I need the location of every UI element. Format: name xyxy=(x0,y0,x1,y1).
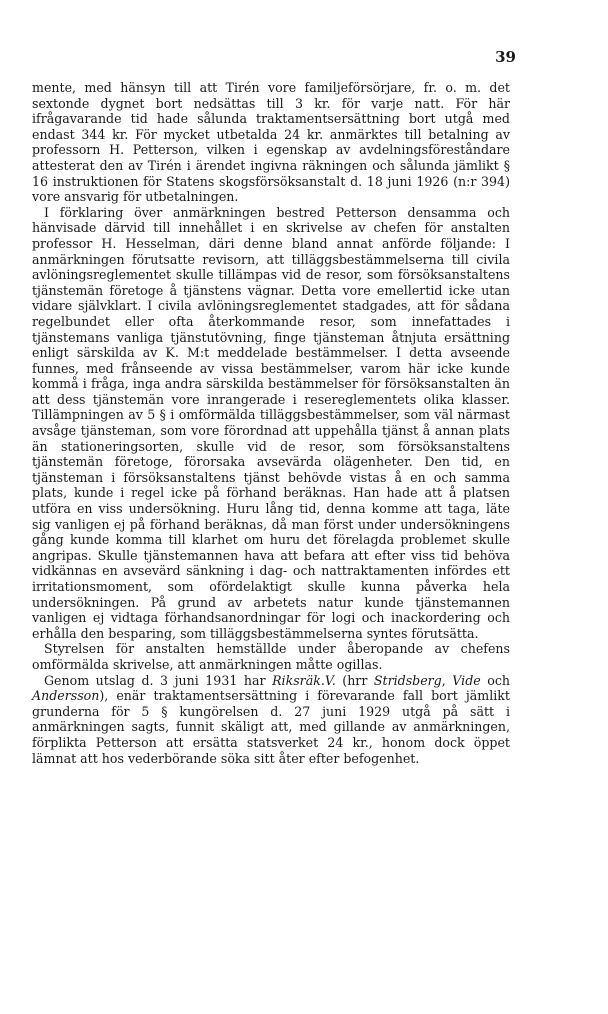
ruling-text-d: och xyxy=(480,672,511,688)
paragraph-ruling xyxy=(32,673,510,767)
page-number: 39 xyxy=(495,48,516,66)
judge-name-1: Stridsberg xyxy=(373,672,442,688)
paragraph-continuation: mente, med hänsyn till att Tirén vore familjeförsörjare, fr. o. m. det sextonde dygnet bort nedsättas till 3 kr. för varje natt. För här ifrågavarande tid hade sålunda traktamentsersättning bort utgå med endast 344 kr. För mycket utbetalda 24 kr. anmärktes till betalning av professorn H. Petterson, vilken i egenskap av avdelningsföreståndare attesterat den av Tirén i ärendet ingivna räkningen och sålunda jämlikt § 16 instruktionen för Statens skogsförsöksanstalt d. 18 juni 1926 (n:r 394) vore ansvarig för utbetalningen. xyxy=(32,80,510,205)
paragraph-board-request: Styrelsen för anstalten hemställde under åberopande av chefens omförmälda skrivelse, att anmärkningen måtte ogillas. xyxy=(32,641,510,672)
body-text xyxy=(32,80,510,766)
judge-name-2: Vide xyxy=(452,672,481,688)
paragraph-explanation: I förklaring över anmärkningen bestred Petterson densamma och hänvisade därvid till innehållet i en skrivelse av chefen för anstalten professor H. Hesselman, däri denne bland annat anförde följande: I anmärkningen förutsatte revisorn, att tilläggsbestämmelserna till civila avlöningsreglementet skulle tillämpas vid de resor, som försöksanstaltens tjänstemän företoge å tjänstens vägnar. Detta vore emellertid icke utan vidare självklart. I civila avlöningsreglementet stadgades, att för sådana regelbundet eller ofta återkommande resor, som innefattades i tjänstemans vanliga tjänstutövning, finge tjänsteman åtnjuta ersättning enligt särskilda av K. M:t meddelade bestämmelser. I detta avseende funnes, med frånseende av vissa bestämmelser, varom här icke kunde kommå i fråga, inga andra särskilda bestämmelser för försöksanstalten än att dess tjänstemän vore inrangerade i resereglementets olika klasser. Tillämpningen av 5 § i omförmälda tilläggsbestämmelser, som väl närmast avsåge tjänsteman, som vore förordnad att uppehålla tjänst å annan plats än stationeringsorten, skulle vid de resor, som försöksanstaltens tjänstemän företoge, förorsaka avsevärda olägenheter. Den tid, en tjänsteman i försöksanstaltens tjänst behövde vistas å en och samma plats, kunde i regel icke på förhand beräknas. Han hade att å platsen utföra en viss undersökning. Huru lång tid, denna komme att taga, läte sig vanligen ej på förhand beräknas, då man först under undersökningens gång kunde komma till klarhet om huru det förelagda problemet skulle angripas. Skulle tjänstemannen hava att befara att efter viss tid behöva vidkännas en avsevärd sänkning i dag- och nattraktamenten infördes ett irritationsmoment, som ofördelaktigt skulle kunna påverka hela undersökningen. På grund av arbetets natur kunde tjänstemannen vanligen ej vidtaga förhandsanordningar för logi och inackordering och erhålla den besparing, som tilläggsbestämmelserna syntes förutsätta. xyxy=(32,204,510,641)
ruling-text-a: Genom utslag d. 3 juni 1931 har xyxy=(44,672,273,688)
ruling-text-e: ), enär traktamentsersättning i förevarande fall bort jämlikt grunderna för 5 § kungörelsen d. 27 juni 1929 utgå på sätt i anmärkningen sagts, funnit skäligt att, med gillande av anmärkningen, förplikta Petterson att ersätta statsverket 24 kr., honom dock öppet lämnat att hos vederbörande söka sitt åter efter befogenhet. xyxy=(32,688,510,766)
judge-name-3: Andersson xyxy=(32,688,100,704)
ruling-text-b: (hrr xyxy=(335,672,374,688)
ruling-text-c: , xyxy=(441,672,453,688)
court-name: Riksräk.V. xyxy=(272,672,336,688)
